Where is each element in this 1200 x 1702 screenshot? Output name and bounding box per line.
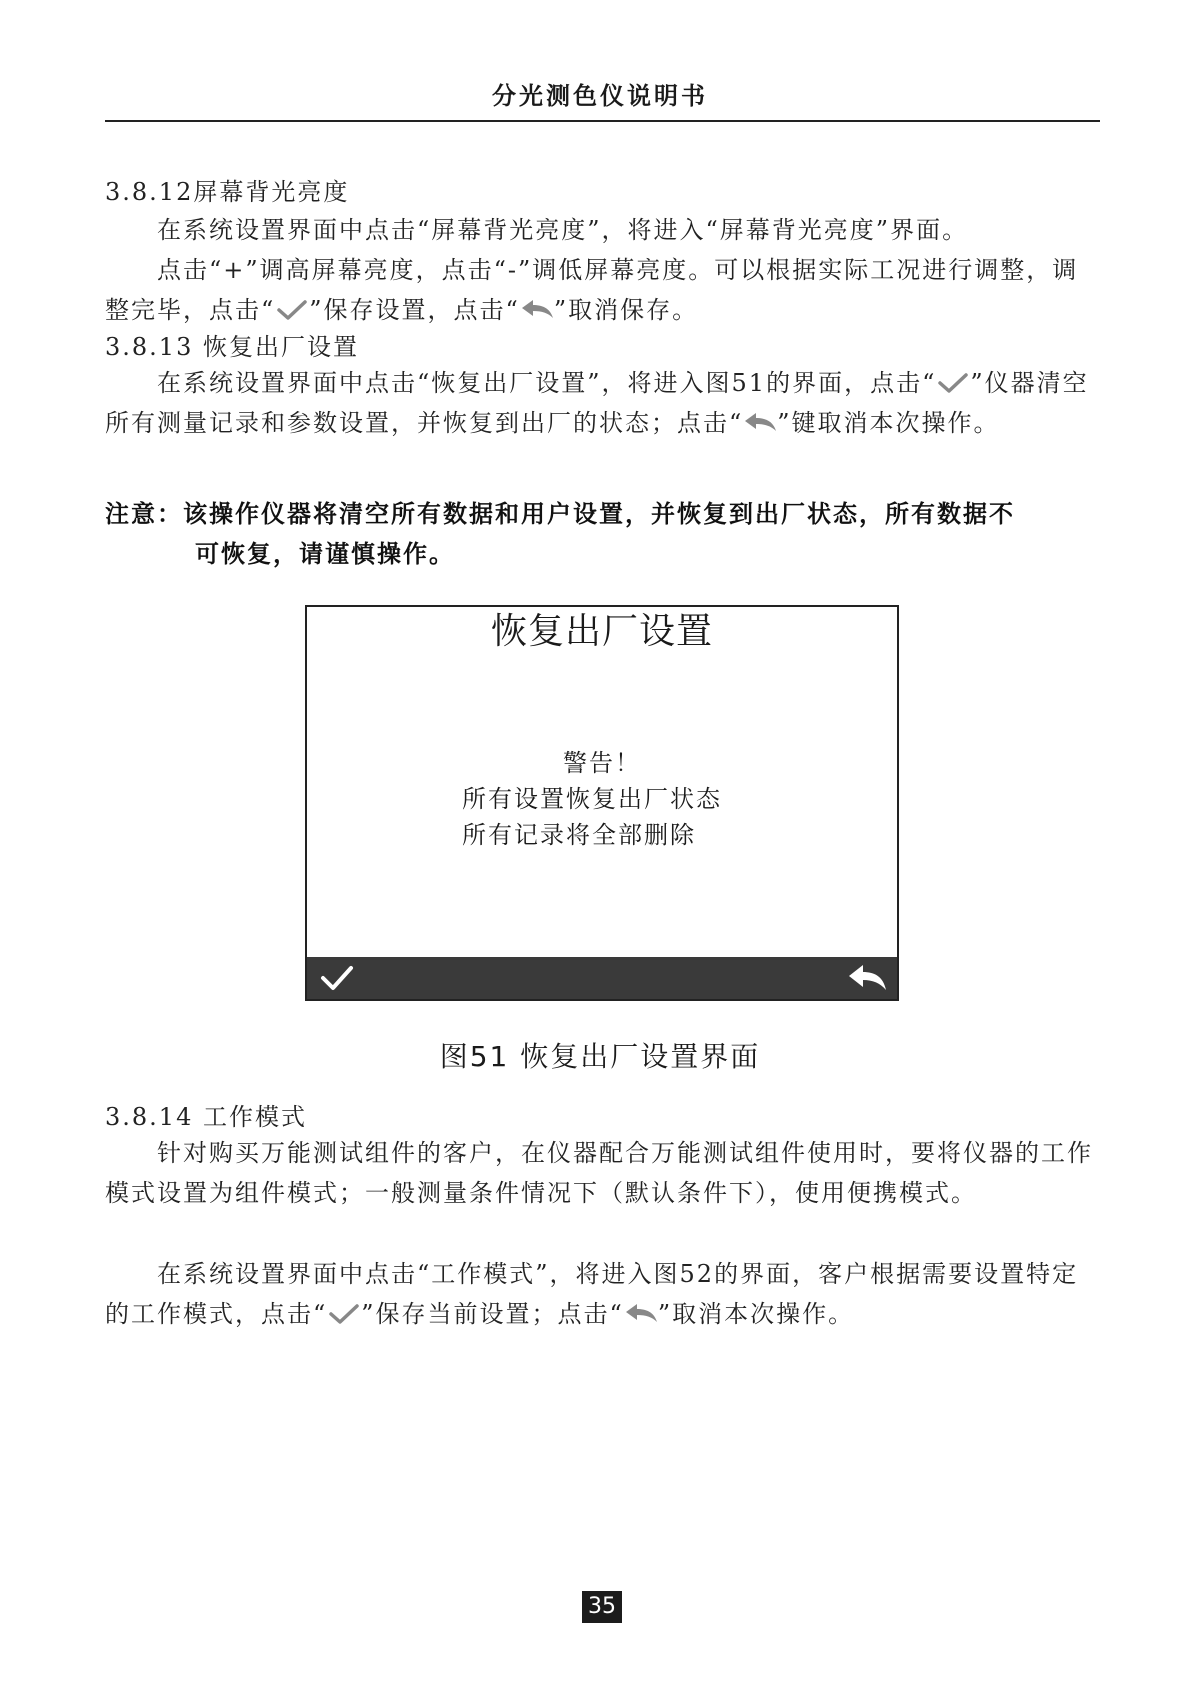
check-icon: [275, 298, 309, 322]
paragraph-factory-reset: [105, 363, 1100, 443]
text-fragment: ”仪器清空所有测量记录和参数设置，并恢复到出厂的状态；点击“: [105, 369, 1089, 437]
screen-title: 恢复出厂设置: [490, 611, 713, 652]
paragraph-backlight-intro: 在系统设置界面中点击“屏幕背光亮度”，将进入“屏幕背光亮度”界面。: [157, 216, 969, 244]
text-fragment: ”保存当前设置；点击“: [361, 1300, 624, 1328]
text-fragment: ”保存设置，点击“: [309, 296, 520, 324]
text-fragment: 在系统设置界面中点击“恢复出厂设置”，将进入图51的界面，点击“: [157, 369, 937, 397]
back-arrow-icon: [743, 411, 777, 435]
warning-note-line-1: 注意：该操作仪器将清空所有数据和用户设置，并恢复到出厂状态，所有数据不: [105, 500, 1015, 528]
text-fragment: ”取消保存。: [553, 296, 699, 324]
warning-line-2: 所有记录将全部删除: [462, 821, 696, 849]
check-icon: [317, 962, 357, 994]
check-icon: [936, 371, 970, 395]
device-screen-figure: [305, 605, 899, 1001]
warning-note-line-2: 可恢复，请谨慎操作。: [195, 540, 455, 568]
warning-line-1: 所有设置恢复出厂状态: [462, 785, 722, 813]
check-icon: [327, 1302, 361, 1326]
warning-label: 警告！: [563, 749, 641, 777]
text-fragment: ”键取消本次操作。: [777, 409, 1000, 437]
section-heading-3-8-13: 3.8.13 恢复出厂设置: [105, 333, 359, 361]
back-arrow-icon: [847, 962, 887, 994]
screen-action-bar: [307, 957, 897, 999]
back-button[interactable]: [847, 962, 887, 994]
text-fragment: 点击“+”调高屏幕亮度，点击“-”调低屏幕亮度。可以根据实际工况进行调整，调整完毕，点击“: [105, 256, 1079, 324]
paragraph-work-mode-intro: 针对购买万能测试组件的客户，在仪器配合万能测试组件使用时，要将仪器的工作模式设置为组件模式；一般测量条件情况下（默认条件下），使用便携模式。: [105, 1139, 1093, 1207]
paragraph-backlight-adjust: [105, 250, 1100, 330]
figure-caption: 图51 恢复出厂设置界面: [439, 1040, 761, 1073]
page-header-title: 分光测色仪说明书: [492, 82, 708, 110]
section-heading-3-8-14: 3.8.14 工作模式: [105, 1103, 307, 1131]
page-number: 35: [582, 1591, 622, 1623]
warning-note: [105, 494, 1105, 574]
warning-message: [307, 745, 897, 853]
paragraph-work-mode-steps: [105, 1254, 1100, 1334]
text-fragment: 在系统设置界面中点击“工作模式”，将进入图52的界面，客户根据需要设置特定的工作模式，点击“: [105, 1260, 1079, 1328]
confirm-button[interactable]: [317, 962, 357, 994]
back-arrow-icon: [624, 1302, 658, 1326]
section-heading-3-8-12: 3.8.12屏幕背光亮度: [105, 178, 350, 206]
text-fragment: ”取消本次操作。: [657, 1300, 855, 1328]
back-arrow-icon: [520, 298, 554, 322]
header-divider: [105, 120, 1100, 122]
